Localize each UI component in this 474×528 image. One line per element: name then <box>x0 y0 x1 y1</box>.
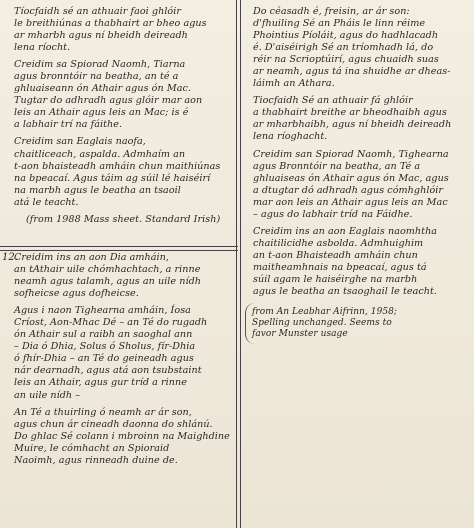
paragraph: Creidim sa Spiorad Naomh, Tiarna agus bronntóir na beatha, an té a ghluaiseann ón Athair agus ón Mac. Tugtar do adhradh agus glóir mar aon leis an Athair agus leis an Mac; is é a labhair trí na fáithe. <box>14 59 203 131</box>
section-number: 12. <box>2 252 18 263</box>
paragraph: Do céasadh é, freisin, ar ár son: d'fhuiling Sé an Pháis le linn réime Phointius Píoláit, agus do hadhlacadh é. D'aiséirigh Sé an tríomhadh lá, do réir na Scrioptúirí, agus chuaidh suas ar neamh, agus tá ina shuidhe ar dheas- láimh an Athara. <box>253 6 451 90</box>
column-divider-inner <box>240 0 241 528</box>
paragraph: Tiocfaidh Sé an athuair fá ghlóir a thabhairt breithe ar bheodhaibh agus ar mharbhaibh, agus ní bheidh deireadh lena ríoghacht. <box>253 95 452 143</box>
source-note: (from 1988 Mass sheet. Standard Irish) <box>26 213 221 225</box>
paragraph: Agus i naon Tighearna amháin, Íosa Críost, Aon-Mhac Dé – an Té do rugadh ón Athair sul a raibh an saoghal ann – Dia ó Dhia, Solus ó Sholus, fír-Dhia ó fhír-Dhia – an Té do geineadh agus nár dearnadh, agus atá aon tsubstaint leis an Athair, agus gur tríd a rinne an uile nídh – <box>14 305 208 401</box>
older-creed-continued-section <box>245 6 471 349</box>
paragraph: Creidim ins an aon Dia amháin, an tAthair uile chómhachtach, a rinne neamh agus talamh, agus an uile nídh sofheicse agus dofheicse. <box>14 252 202 300</box>
older-creed-section <box>6 252 234 472</box>
paragraph: Creidim ins an aon Eaglais naomhtha chaitilicidhe asbolda. Admhuighim an t-aon Bhaisteadh amháin chun maitheamhnais na bpeacaí, agus tá súil agam le haiséirghe na marbh agus le beatha an tsaoghail le teacht. <box>253 225 438 298</box>
column-divider <box>236 0 237 528</box>
paragraph: An Té a thuirling ó neamh ar ár son, agus chun ár cineadh daonna do shlánú. Do ghlac Sé colann i mbroinn na Maighdine Muire, le cómhacht an Spioraid Naoimh, agus rinneadh duine de. <box>14 406 230 466</box>
section-divider-inner <box>0 250 238 251</box>
paragraph: Creidim san Eaglais naofa, chaitliceach, aspalda. Admhaím an t-aon bhaisteadh amháin chun maithiúnas na bpeacaí. Agus táim ag súil lé haiséirí na marbh agus le beatha an tsaoil atá le teacht. <box>14 136 221 208</box>
standard-irish-creed-section <box>6 6 234 231</box>
section-divider <box>0 246 238 247</box>
paragraph: Creidim san Spiorad Naomh, Tighearna agus Bronntóir na beatha, an Té a ghluaiseas ón Athair agus ón Mac, agus a dtugtar dó adhradh agus cómhghlóir mar aon leis an Athair agus leis an Mac – agus do labhair tríd na Fáidhe. <box>253 148 449 220</box>
paragraph: Tíocfaidh sé an athuair faoi ghlóir le breithiúnas a thabhairt ar bheo agus ar mharbh agus ní bheidh deireadh lena ríocht. <box>14 6 207 54</box>
source-note: from An Leabhar Aifrinn, 1958; Spelling unchanged. Seems to favor Munster usage <box>245 303 471 344</box>
